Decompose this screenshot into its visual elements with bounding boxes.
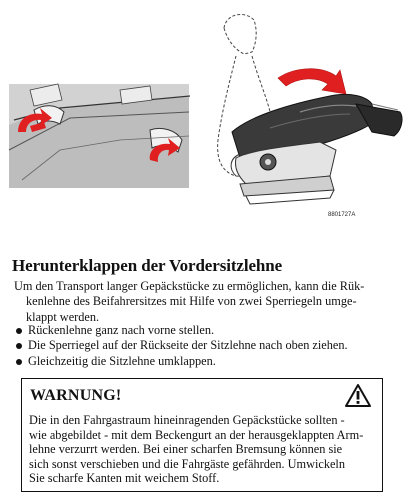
warning-line: lehne verzurrt werden. Bei einer scharfen Bremsung können sie — [29, 442, 343, 457]
warning-text — [29, 413, 381, 486]
warning-triangle-icon — [344, 383, 372, 408]
warning-line: Die in den Fahrgastraum hineinragenden Gepäckstücke sollten - — [29, 413, 345, 427]
warning-line: wie abgebildet - mit dem Beckengurt an der herausgeklappten Arm- — [29, 427, 364, 442]
latch-detail-inset — [9, 84, 190, 188]
steps-list — [14, 323, 348, 369]
warning-title: WARNUNG! — [30, 387, 122, 404]
step-item: Die Sperriegel auf der Rückseite der Sitzlehne nach oben ziehen. — [14, 338, 348, 353]
fold-direction-arrow-icon — [278, 69, 346, 94]
warning-line: sich sonst verschieben und die Fahrgäste gefährden. Umwickeln — [29, 456, 345, 471]
step-item: Rückenlehne ganz nach vorne stellen. — [14, 323, 348, 338]
warning-box — [21, 378, 383, 492]
seat-illustration — [0, 0, 410, 228]
section-title: Herunterklappen der Vordersitzlehne — [12, 256, 283, 275]
figure-code: 8801727A — [328, 212, 356, 218]
intro-line: klappt werden. — [26, 309, 100, 324]
intro-line: Um den Transport langer Gepäckstücke zu ermöglichen, kann die Rük- — [14, 279, 365, 293]
intro-line: kenlehne des Beifahrersitzes mit Hilfe von zwei Sperriegeln umge- — [26, 294, 357, 309]
step-item: Gleichzeitig die Sitzlehne umklappen. — [14, 354, 348, 369]
intro-paragraph — [14, 279, 384, 325]
warning-line: Sie scharfe Kanten mit weichem Stoff. — [29, 471, 220, 486]
